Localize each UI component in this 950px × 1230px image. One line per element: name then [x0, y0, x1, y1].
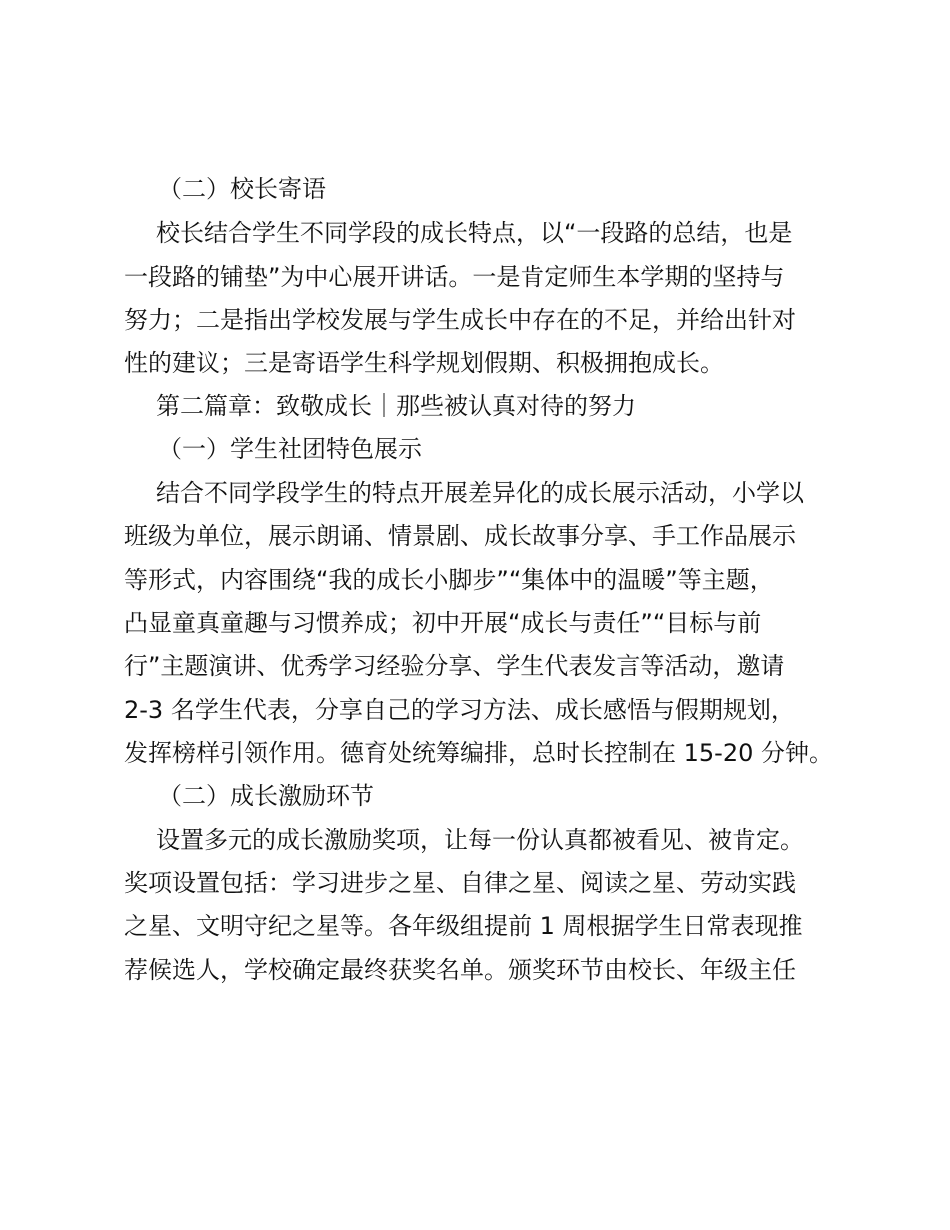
- paragraph-line: 凸显童真童趣与习惯养成；初中开展“成长与责任”“目标与前: [124, 609, 762, 637]
- paragraph-line: 努力；二是指出学校发展与学生成长中存在的不足，并给出针对: [124, 306, 796, 334]
- section-heading-club-showcase: （一）学生社团特色展示: [158, 435, 422, 463]
- chapter-heading: 第二篇章：致敬成长｜那些被认真对待的努力: [156, 392, 636, 420]
- paragraph-line: 行”主题演讲、优秀学习经验分享、学生代表发言等活动，邀请: [124, 652, 785, 680]
- paragraph-line: 荐候选人，学校确定最终获奖名单。颁奖环节由校长、年级主任: [124, 956, 796, 984]
- paragraph-line: 一段路的铺垫”为中心展开讲话。一是肯定师生本学期的坚持与: [124, 263, 785, 291]
- paragraph-line: 设置多元的成长激励奖项，让每一份认真都被看见、被肯定。: [156, 826, 804, 854]
- paragraph-line: 发挥榜样引领作用。德育处统筹编排，总时长控制在 15-20 分钟。: [124, 739, 833, 767]
- paragraph-line: 2-3 名学生代表，分享自己的学习方法、成长感悟与假期规划，: [124, 696, 795, 724]
- paragraph-line: 之星、文明守纪之星等。各年级组提前 1 周根据学生日常表现推: [124, 912, 803, 940]
- paragraph-line: 等形式，内容围绕“我的成长小脚步”“集体中的温暖”等主题，: [124, 566, 774, 594]
- section-heading-growth-incentive: （二）成长激励环节: [158, 782, 374, 810]
- paragraph-line: 奖项设置包括：学习进步之星、自律之星、阅读之星、劳动实践: [124, 869, 796, 897]
- paragraph-line: 班级为单位，展示朗诵、情景剧、成长故事分享、手工作品展示: [124, 522, 796, 550]
- section-heading-principal-message: （二）校长寄语: [158, 175, 326, 203]
- paragraph-line: 结合不同学段学生的特点开展差异化的成长展示活动，小学以: [156, 479, 804, 507]
- paragraph-line: 性的建议；三是寄语学生科学规划假期、积极拥抱成长。: [124, 349, 724, 377]
- paragraph-line: 校长结合学生不同学段的成长特点，以“一段路的总结，也是: [156, 219, 793, 247]
